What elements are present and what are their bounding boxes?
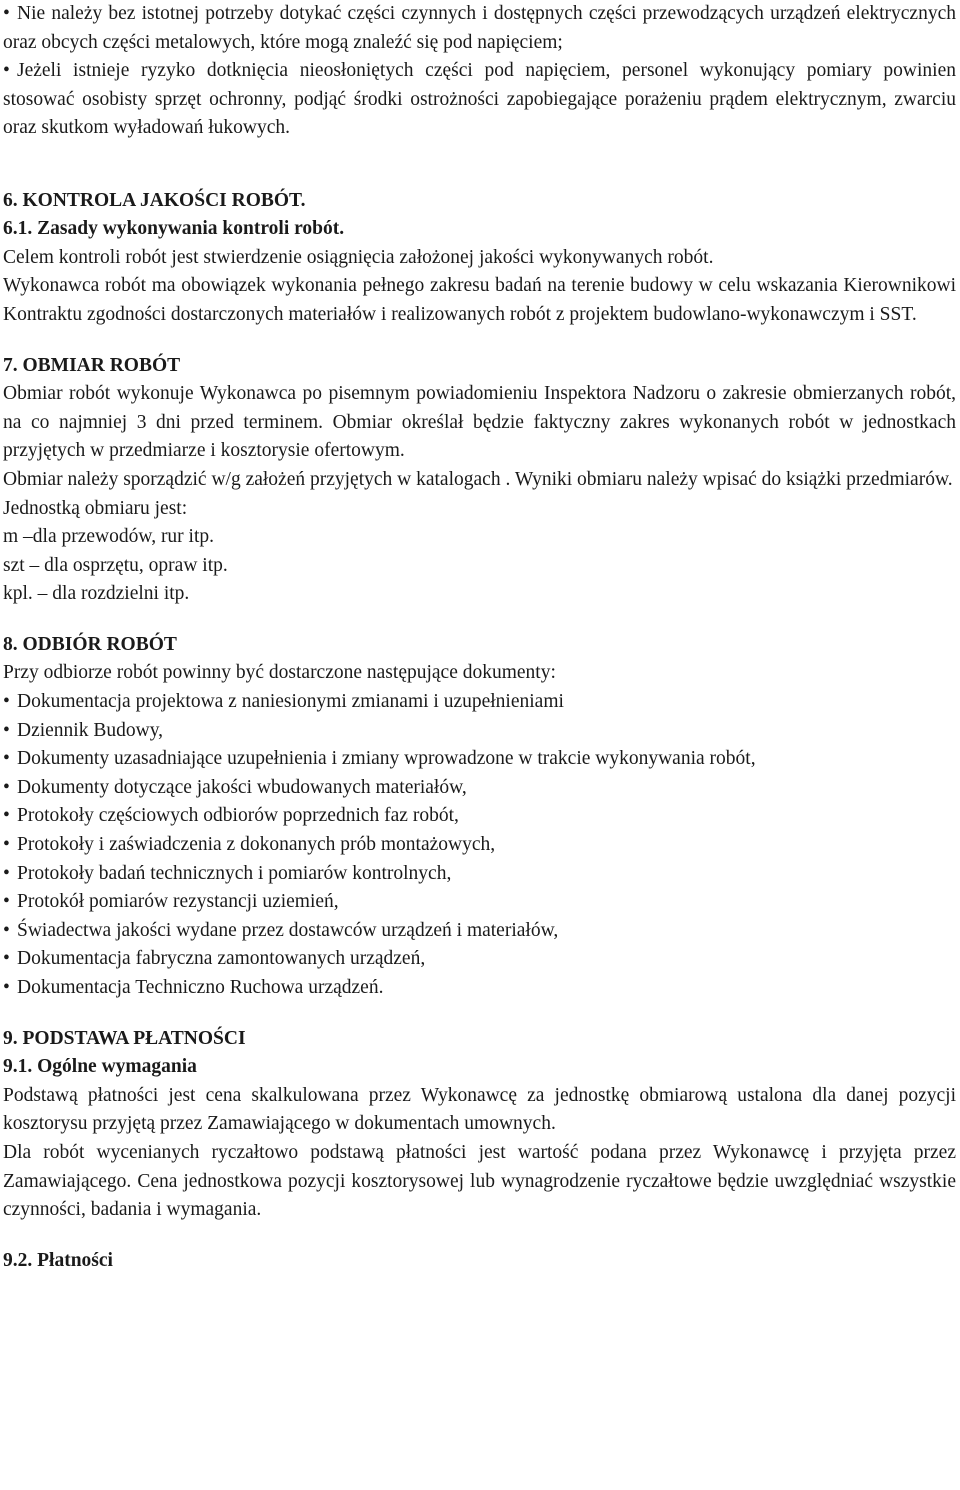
section-heading: 9. PODSTAWA PŁATNOŚCI xyxy=(3,1027,246,1049)
list-item: • Nie należy bez istotnej potrzeby dotykać części czynnych i dostępnych części przewodzących urządzeń elektrycznych oraz obcych części metalowych, które mogą znaleźć się pod napięciem; xyxy=(3,0,956,57)
spacer xyxy=(3,1225,956,1247)
paragraph: Podstawą płatności jest cena skalkulowana przez Wykonawcę za jednostkę obmiarową ustalona dla danej pozycji kosztorysu przyjętą przez Zamawiającego w dokumentach umownych. xyxy=(3,1084,956,1135)
unit-item: szt – dla osprzętu, opraw itp. xyxy=(3,554,228,576)
paragraph: Przy odbiorze robót powinny być dostarczone następujące dokumenty: xyxy=(3,662,556,684)
subsection-heading: 6.1. Zasady wykonywania kontroli robót. xyxy=(3,218,345,240)
paragraph: Obmiar należy sporządzić w/g założeń przyjętych w katalogach . Wyniki obmiaru należy wpisać do książki przedmiarów. xyxy=(3,468,953,490)
list-item: • Protokoły i zaświadczenia z dokonanych prób montażowych, xyxy=(3,831,956,860)
spacer xyxy=(3,172,956,187)
spacer xyxy=(3,609,956,631)
list-item: • Dokumentacja Techniczno Ruchowa urządzeń. xyxy=(3,974,956,1003)
unit-item: kpl. – dla rozdzielni itp. xyxy=(3,583,190,605)
list-item: • Jeżeli istnieje ryzyko dotknięcia nieosłoniętych części pod napięciem, personel wykonujący pomiary powinien stosować osobisty sprzęt ochronny, podjąć środki ostrożności zapobiegające porażeniu prądem elektrycznym, zwarciu oraz skutkom wyładowań łukowych. xyxy=(3,57,956,143)
paragraph: Dla robót wycenianych ryczałtowo podstawą płatności jest wartość podana przez Wykonawcę i przyjęta przez Zamawiającego. Cena jednostkowa pozycji kosztorysowej lub wynagrodzenie ryczałtowe będzie uwzględniać wszystkie czynności, badania i wymagania. xyxy=(3,1141,956,1221)
safety-bullet-list xyxy=(3,0,956,143)
section-quality-control xyxy=(3,187,956,330)
list-item: • Świadectwa jakości wydane przez dostawców urządzeń i materiałów, xyxy=(3,917,956,946)
section-acceptance xyxy=(3,631,956,1003)
paragraph: Celem kontroli robót jest stwierdzenie osiągnięcia założonej jakości wykonywanych robót. xyxy=(3,246,714,268)
spacer xyxy=(3,143,956,172)
section-measurement xyxy=(3,352,956,609)
unit-intro: Jednostką obmiaru jest: xyxy=(3,497,188,519)
paragraph: Wykonawca robót ma obowiązek wykonania pełnego zakresu badań na terenie budowy w celu wskazania Kierownikowi Kontraktu zgodności dostarczonych materiałów i realizowanych robót z projektem budowlano-wykonawczym i SST. xyxy=(3,275,956,325)
list-item: • Dokumentacja projektowa z naniesionymi zmianami i uzupełnieniami xyxy=(3,688,956,717)
section-heading: 8. ODBIÓR ROBÓT xyxy=(3,633,177,655)
unit-item: m –dla przewodów, rur itp. xyxy=(3,526,215,548)
spacer xyxy=(3,1003,956,1025)
paragraph: Obmiar robót wykonuje Wykonawca po pisemnym powiadomieniu Inspektora Nadzoru o zakresie obmierzanych robót, na co najmniej 3 dni przed terminem. Obmiar określał będzie faktyczny zakres wykonanych robót w jednostkach przyjętych w przedmiarze i kosztorysie ofertowym. xyxy=(3,383,956,462)
list-item: • Protokoły częściowych odbiorów poprzednich faz robót, xyxy=(3,802,956,831)
subsection-heading: 9.2. Płatności xyxy=(3,1249,113,1271)
list-item: • Dziennik Budowy, xyxy=(3,717,956,746)
subsection-heading: 9.1. Ogólne wymagania xyxy=(3,1056,197,1078)
list-item: • Dokumenty dotyczące jakości wbudowanych materiałów, xyxy=(3,774,956,803)
spacer xyxy=(3,330,956,352)
documents-list xyxy=(3,688,956,1003)
list-item: • Protokoły badań technicznych i pomiarów kontrolnych, xyxy=(3,860,956,889)
section-payment-basis xyxy=(3,1025,956,1276)
list-item: • Dokumentacja fabryczna zamontowanych urządzeń, xyxy=(3,945,956,974)
list-item: • Protokół pomiarów rezystancji uziemień, xyxy=(3,888,956,917)
list-item: • Dokumenty uzasadniające uzupełnienia i zmiany wprowadzone w trakcie wykonywania robót, xyxy=(3,745,956,774)
section-heading: 6. KONTROLA JAKOŚCI ROBÓT. xyxy=(3,189,306,211)
section-heading: 7. OBMIAR ROBÓT xyxy=(3,354,181,376)
